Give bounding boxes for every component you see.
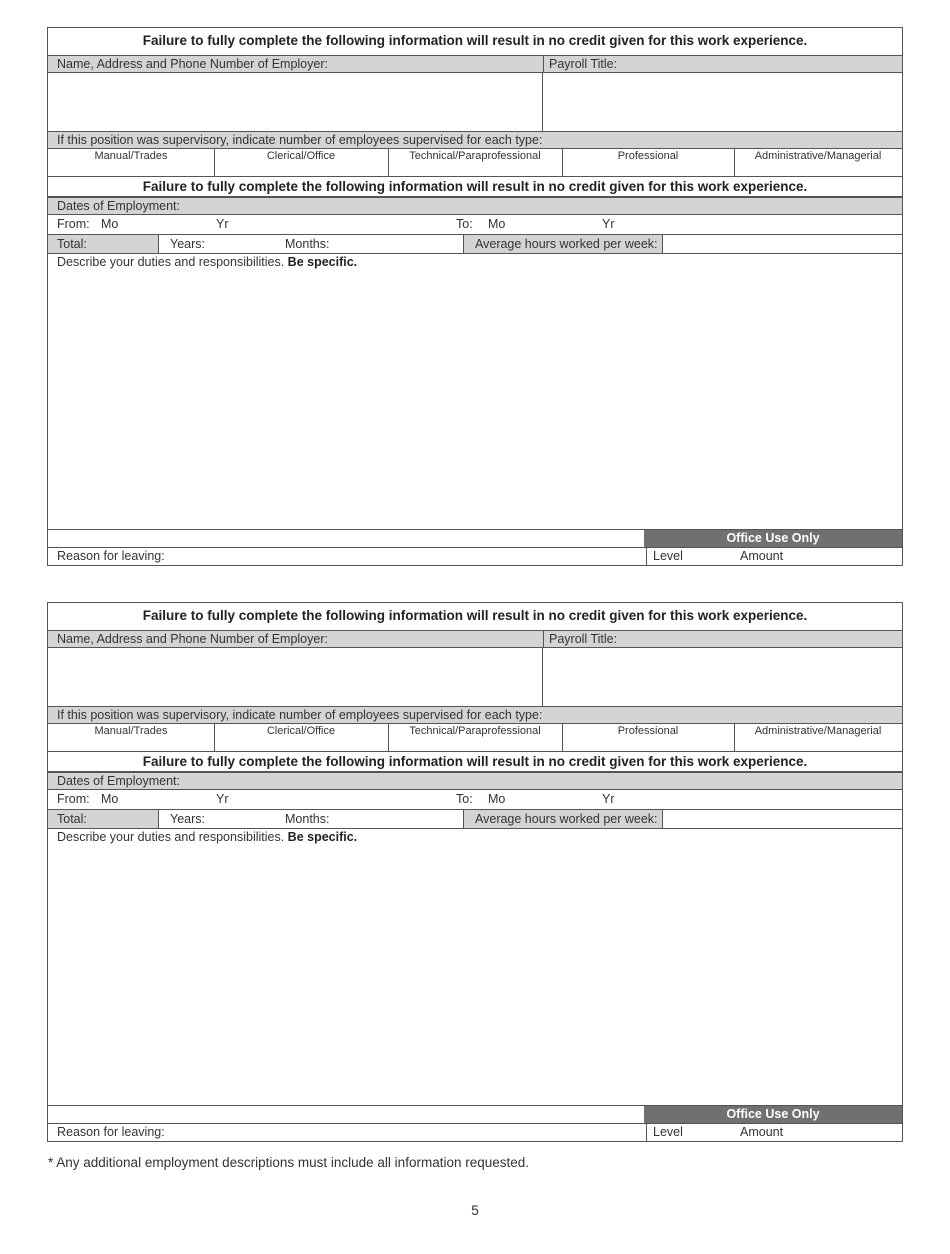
type-professional[interactable]: Professional [562,149,735,176]
payroll-title-label: Payroll Title: [543,56,617,73]
employer-label: Name, Address and Phone Number of Employer: [57,57,328,71]
footnote: * Any additional employment descriptions must include all information requested. [48,1155,530,1170]
describe-emphasis: Be specific. [287,255,358,269]
warning-text: Failure to fully complete the following information will result in no credit given for this work experience. [142,608,808,623]
dates-of-employment-label: Dates of Employment: [48,197,902,215]
reason-row[interactable] [48,548,902,565]
amount-label: Amount [740,549,784,563]
employer-label: Name, Address and Phone Number of Employer: [57,632,328,646]
warning-text: Failure to fully complete the following information will result in no credit given for this work experience. [142,33,808,48]
type-administrative-managerial[interactable]: Administrative/Managerial [754,150,882,162]
from-yr-label: Yr [216,217,229,231]
office-use-only-label: Office Use Only [644,1106,902,1123]
to-mo-label: Mo [488,217,506,231]
dates-of-employment-label: Dates of Employment: [48,772,902,790]
to-label: To: [456,792,473,806]
type-clerical-office[interactable]: Clerical/Office [214,724,389,751]
supervised-types-row [48,724,902,752]
total-label: Total: [48,810,159,828]
level-label: Level [646,548,683,565]
avg-hours-label: Average hours worked per week: [463,235,663,253]
from-yr-label: Yr [216,792,229,806]
years-label: Years: [170,812,205,826]
avg-hours-label: Average hours worked per week: [463,810,663,828]
type-technical-paraprofessional[interactable]: Technical/Paraprofessional [388,149,563,176]
type-manual-trades[interactable]: Manual/Trades [48,724,215,751]
describe-emphasis: Be specific. [287,830,358,844]
employment-form-2 [47,602,903,1142]
describe-label: Describe your duties and responsibilities. [57,830,288,844]
describe-duties[interactable] [48,829,902,846]
type-technical-paraprofessional[interactable]: Technical/Paraprofessional [388,724,563,751]
reason-for-leaving-label: Reason for leaving: [57,549,165,563]
months-label: Months: [285,812,330,826]
describe-duties[interactable] [48,254,902,271]
employer-header [48,55,902,73]
from-label: From: [57,217,90,231]
from-mo-label: Mo [101,792,119,806]
type-administrative-managerial[interactable]: Administrative/Managerial [754,725,882,737]
reason-for-leaving-label: Reason for leaving: [57,1125,165,1139]
to-mo-label: Mo [488,792,506,806]
from-to-row[interactable] [48,790,902,810]
supervisory-label: If this position was supervisory, indicate number of employees supervised for each type: [48,131,902,149]
amount-label: Amount [740,1125,784,1139]
to-label: To: [456,217,473,231]
type-clerical-office[interactable]: Clerical/Office [214,149,389,176]
to-yr-label: Yr [602,792,615,806]
years-label: Years: [170,237,205,251]
months-label: Months: [285,237,330,251]
employer-header [48,630,902,648]
warning-text-2: Failure to fully complete the following information will result in no credit given for this work experience. [48,751,902,772]
supervised-types-row [48,149,902,177]
payroll-title-label: Payroll Title: [543,631,617,648]
from-label: From: [57,792,90,806]
type-manual-trades[interactable]: Manual/Trades [48,149,215,176]
office-use-row [48,529,902,548]
level-label: Level [646,1124,683,1141]
employer-input-area[interactable] [48,648,902,707]
employer-input-area[interactable] [48,73,902,132]
to-yr-label: Yr [602,217,615,231]
total-label: Total: [48,235,159,253]
totals-row[interactable] [48,810,902,829]
type-professional[interactable]: Professional [562,724,735,751]
office-use-only-label: Office Use Only [644,530,902,547]
from-to-row[interactable] [48,215,902,235]
totals-row[interactable] [48,235,902,254]
office-use-row [48,1105,902,1124]
employment-form-1 [47,27,903,566]
warning-text-2: Failure to fully complete the following information will result in no credit given for this work experience. [48,176,902,197]
from-mo-label: Mo [101,217,119,231]
page-number: 5 [471,1203,479,1218]
describe-label: Describe your duties and responsibilities. [57,255,288,269]
supervisory-label: If this position was supervisory, indicate number of employees supervised for each type: [48,706,902,724]
reason-row[interactable] [48,1124,902,1141]
